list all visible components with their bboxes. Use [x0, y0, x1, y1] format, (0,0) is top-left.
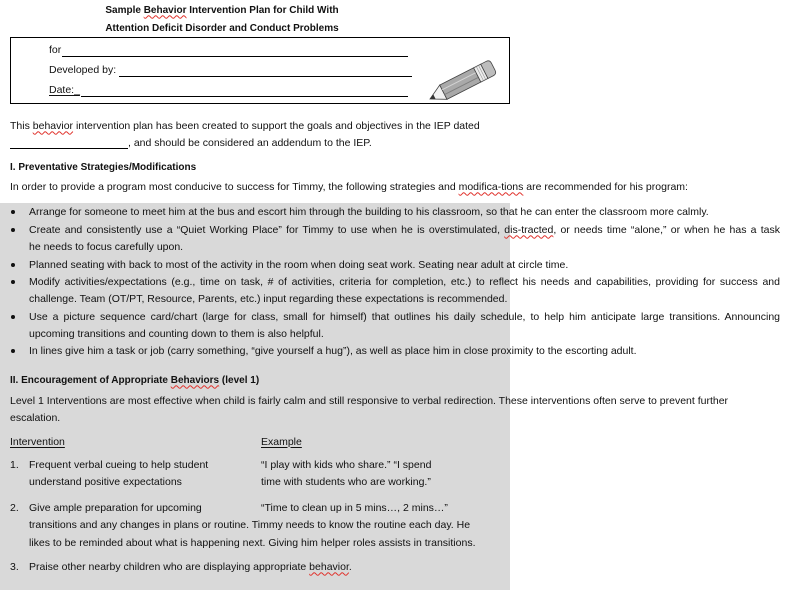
example-text-line: time with students who are working.” — [261, 475, 431, 488]
iep-date-blank-line — [10, 148, 128, 149]
bullet-dot — [11, 210, 15, 214]
intervention-text: . — [348, 560, 352, 573]
intervention-text-line: transitions and any changes in plans or routine. Timmy needs to know the routine each day. He — [29, 518, 471, 531]
spellcheck-word: modifica-tions — [458, 180, 524, 193]
spellcheck-word: Behaviors — [170, 374, 220, 386]
for-blank-line — [62, 56, 408, 57]
strategy-bullet — [0, 343, 796, 360]
table-row — [0, 457, 796, 491]
section-1-intro — [10, 179, 688, 196]
bullet-dot — [11, 315, 15, 319]
intervention-text-line: Give ample preparation for upcoming — [29, 501, 202, 514]
row-number: 1. — [10, 458, 19, 471]
section-2-heading-text: (level 1) — [219, 374, 260, 386]
bullet-text-line: Planned seating with back to most of the activity in the room when doing seat work. Seating near adult at circle time. — [29, 258, 569, 271]
document-title-line-2: Attention Deficit Disorder and Conduct Problems — [105, 22, 339, 34]
for-label: for — [49, 43, 62, 56]
spellcheck-word: behavior — [32, 119, 74, 132]
spellcheck-word: dis-tracted — [504, 223, 554, 236]
developed-by-blank-line — [119, 76, 412, 77]
bullet-text-line: Arrange for someone to meet him at the bus and escort him through the building to his classroom, so that he can enter the classroom more calmly. — [29, 205, 709, 218]
date-blank-line — [81, 96, 408, 97]
bullet-dot — [11, 349, 15, 353]
table-row — [0, 500, 796, 552]
intervention-text-line: likes to be reminded about what is happening next. Giving him helper roles assists in transitions. — [29, 536, 476, 549]
intervention-text-line: Frequent verbal cueing to help student — [29, 458, 209, 471]
bullet-text-line: challenge. Team (OT/PT, Resource, Parents, etc.) input regarding these expectations is recommended. — [29, 292, 508, 305]
example-text-line: “Time to clean up in 5 mins…, 2 mins…” — [261, 501, 448, 514]
pencil-icon — [420, 55, 500, 107]
title-text: Sample — [105, 4, 144, 16]
title-text: Intervention Plan for Child With — [186, 4, 339, 16]
intervention-text: Praise other nearby children who are displaying appropriate — [29, 560, 310, 573]
bullet-text-line: he needs to focus carefully upon. — [29, 240, 184, 253]
section-1-heading: I. Preventative Strategies/Modifications — [10, 161, 197, 173]
bullet-text-line: In lines give him a task or job (carry something, “give yourself a hug”), as well as place him in close proximity to the escorting adult. — [29, 344, 637, 357]
bullet-text-line: Modify activities/expectations (e.g., time on task, # of activities, criteria for completion, etc.) to reflect his needs and capabilities, providing for success and — [29, 275, 780, 288]
bullet-dot — [11, 280, 15, 284]
strategy-bullet — [0, 204, 796, 221]
section-1-intro-text: In order to provide a program most conducive to success for Timmy, the following strategies and — [10, 180, 459, 193]
bullet-text-line — [29, 222, 780, 239]
spellcheck-word: Behavior — [143, 4, 187, 16]
intervention-text-line — [29, 559, 352, 576]
row-number: 3. — [10, 560, 19, 573]
bullet-dot — [11, 228, 15, 232]
date-label: Date:_ — [49, 83, 80, 96]
strategy-bullet — [0, 274, 796, 308]
bullet-text-line: upcoming transitions and counting down to them is also helpful. — [29, 327, 324, 340]
intro-line-1 — [10, 118, 480, 135]
bullet-dot — [11, 263, 15, 267]
strategy-bullet — [0, 309, 796, 343]
bullet-text: Create and consistently use a “Quiet Working Place” for Timmy to use when he is overstimulated, — [29, 223, 505, 236]
section-2-heading-text: II. Encouragement of Appropriate — [10, 374, 171, 386]
intro-text: intervention plan has been created to support the goals and objectives in the IEP dated — [73, 119, 480, 132]
intervention-text-line: understand positive expectations — [29, 475, 182, 488]
section-2-intro-line-1: Level 1 Interventions are most effective when child is fairly calm and still responsive to verbal redirection. These interventions often serve to prevent further — [10, 394, 729, 407]
strategy-bullet — [0, 257, 796, 274]
intro-text: This — [10, 119, 33, 132]
strategy-bullet — [0, 222, 796, 256]
bullet-text: , or needs time “alone,” or when he has a task — [553, 223, 780, 236]
example-text-line: “I play with kids who share.” “I spend — [261, 458, 432, 471]
table-header-example: Example — [261, 435, 302, 448]
bullet-text-line: Use a picture sequence card/chart (large for class, small for himself) that outlines his daily schedule, to help him anticipate large transitions. Announcing — [29, 310, 780, 323]
developed-by-label: Developed by: — [49, 63, 117, 76]
row-number: 2. — [10, 501, 19, 514]
intro-line-2: , and should be considered an addendum to the IEP. — [128, 136, 372, 149]
section-2-intro-line-2: escalation. — [10, 411, 61, 424]
document-title-line-1 — [62, 2, 382, 19]
table-header-intervention: Intervention — [10, 435, 65, 448]
section-1-intro-text: are recommended for his program: — [523, 180, 688, 193]
table-row — [0, 559, 796, 576]
section-2-heading — [10, 372, 259, 389]
spellcheck-word: behavior — [309, 560, 349, 573]
